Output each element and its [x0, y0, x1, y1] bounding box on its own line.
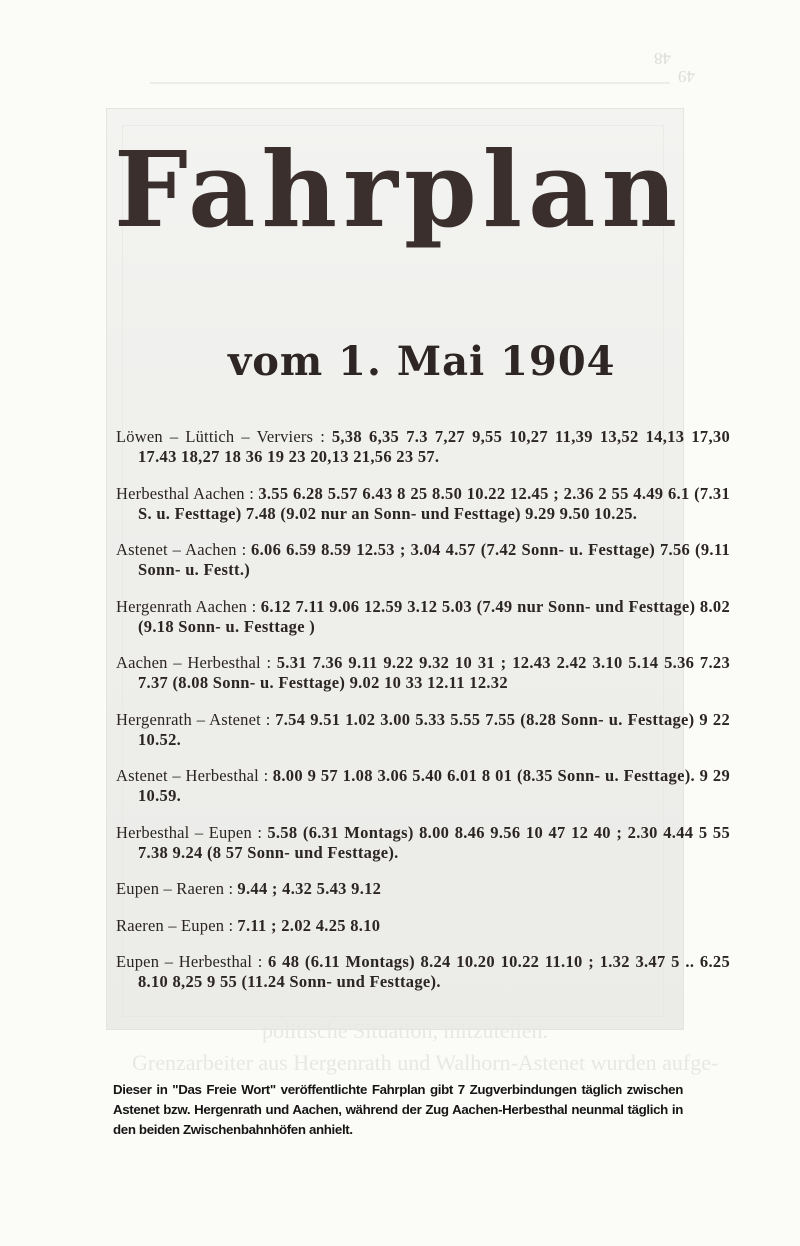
route-entry [116, 916, 730, 936]
route-times: 6.06 6.59 8.59 12.53 ; 3.04 4.57 (7.42 Sonn- u. Festtage) 7.56 (9.11 Sonn- u. Festt.) [138, 540, 731, 579]
route-name: Eupen – Herbesthal : [116, 952, 263, 971]
timetable [116, 427, 730, 1000]
page-number-right: 49 [678, 67, 695, 86]
route-entry [116, 427, 730, 467]
route-times: 6 48 (6.11 Montags) 8.24 10.20 10.22 11.10 ; 1.32 3.47 5 .. 6.25 8.10 8,25 9 55 (11.24 Sonn- und Festtage). [138, 952, 730, 991]
route-name: Löwen – Lüttich – Verviers : [116, 427, 325, 446]
route-entry [116, 484, 730, 524]
route-name: Eupen – Raeren : [116, 879, 234, 898]
route-times: 9.44 ; 4.32 5.43 9.12 [237, 879, 382, 898]
route-times: 5.31 7.36 9.11 9.22 9.32 10 31 ; 12.43 2.42 3.10 5.14 5.36 7.23 7.37 (8.08 Sonn- u. Festtage) 9.02 10 33 12.11 12.32 [138, 653, 731, 692]
route-entry [116, 879, 730, 899]
show-through-text: Grenzarbeiter aus Hergenrath und Walhorn-Astenet wurden aufge- [132, 1050, 719, 1075]
show-through-line [150, 82, 670, 84]
route-name: Astenet – Aachen : [116, 540, 247, 559]
route-entry [116, 540, 730, 580]
route-name: Aachen – Herbesthal : [116, 653, 272, 672]
route-name: Hergenrath – Astenet : [116, 709, 271, 729]
route-name: Astenet – Herbesthal : [116, 766, 269, 785]
route-name: Hergenrath Aachen : [116, 596, 257, 616]
route-name: Herbesthal Aachen : [116, 483, 254, 503]
route-name: Herbesthal – Eupen : [116, 822, 263, 842]
route-entry [116, 952, 730, 992]
route-entry [116, 653, 730, 693]
page-number-left: 48 [654, 49, 671, 68]
document-subtitle: vom 1. Mai 1904 [228, 338, 616, 385]
route-times: 7.54 9.51 1.02 3.00 5.33 5.55 7.55 (8.28 Sonn- u. Festtage) 9 22 10.52. [138, 709, 731, 749]
route-entry [116, 597, 730, 637]
route-times: 5,38 6,35 7.3 7,27 9,55 10,27 11,39 13,52 14,13 17,30 17.43 18,27 18 36 19 23 20,13 21,56 23 57. [138, 427, 730, 466]
show-through-text: politische Situation, mitzuteilen. [262, 1018, 548, 1043]
route-name: Raeren – Eupen : [116, 915, 234, 935]
route-entry [116, 710, 730, 750]
route-entry [116, 766, 730, 806]
document-title: Fahrplan [114, 128, 684, 251]
figure-caption: Dieser in "Das Freie Wort" veröffentlichte Fahrplan gibt 7 Zugverbindungen täglich zwischen Astenet bzw. Hergenrath und Aachen, während der Zug Aachen-Herbesthal neunmal täglich in den beiden Zwischenbahnhöfen anhielt. [113, 1082, 683, 1137]
route-entry [116, 823, 730, 863]
route-times: 8.00 9 57 1.08 3.06 5.40 6.01 8 01 (8.35 Sonn- u. Festtage). 9 29 10.59. [138, 766, 731, 805]
route-times: 7.11 ; 2.02 4.25 8.10 [237, 915, 381, 935]
route-times: 3.55 6.28 5.57 6.43 8 25 8.50 10.22 12.45 ; 2.36 2 55 4.49 6.1 (7.31 S. u. Festtage) 7.48 (9.02 nur an Sonn- und Festtage) 9.29 9.50 10.25. [138, 483, 731, 523]
route-times: 6.12 7.11 9.06 12.59 3.12 5.03 (7.49 nur Sonn- und Festtage) 8.02 (9.18 Sonn- u. Festtage ) [138, 596, 730, 636]
route-times: 5.58 (6.31 Montags) 8.00 8.46 9.56 10 47 12 40 ; 2.30 4.44 5 55 7.38 9.24 (8 57 Sonn- und Festtage). [138, 822, 730, 862]
